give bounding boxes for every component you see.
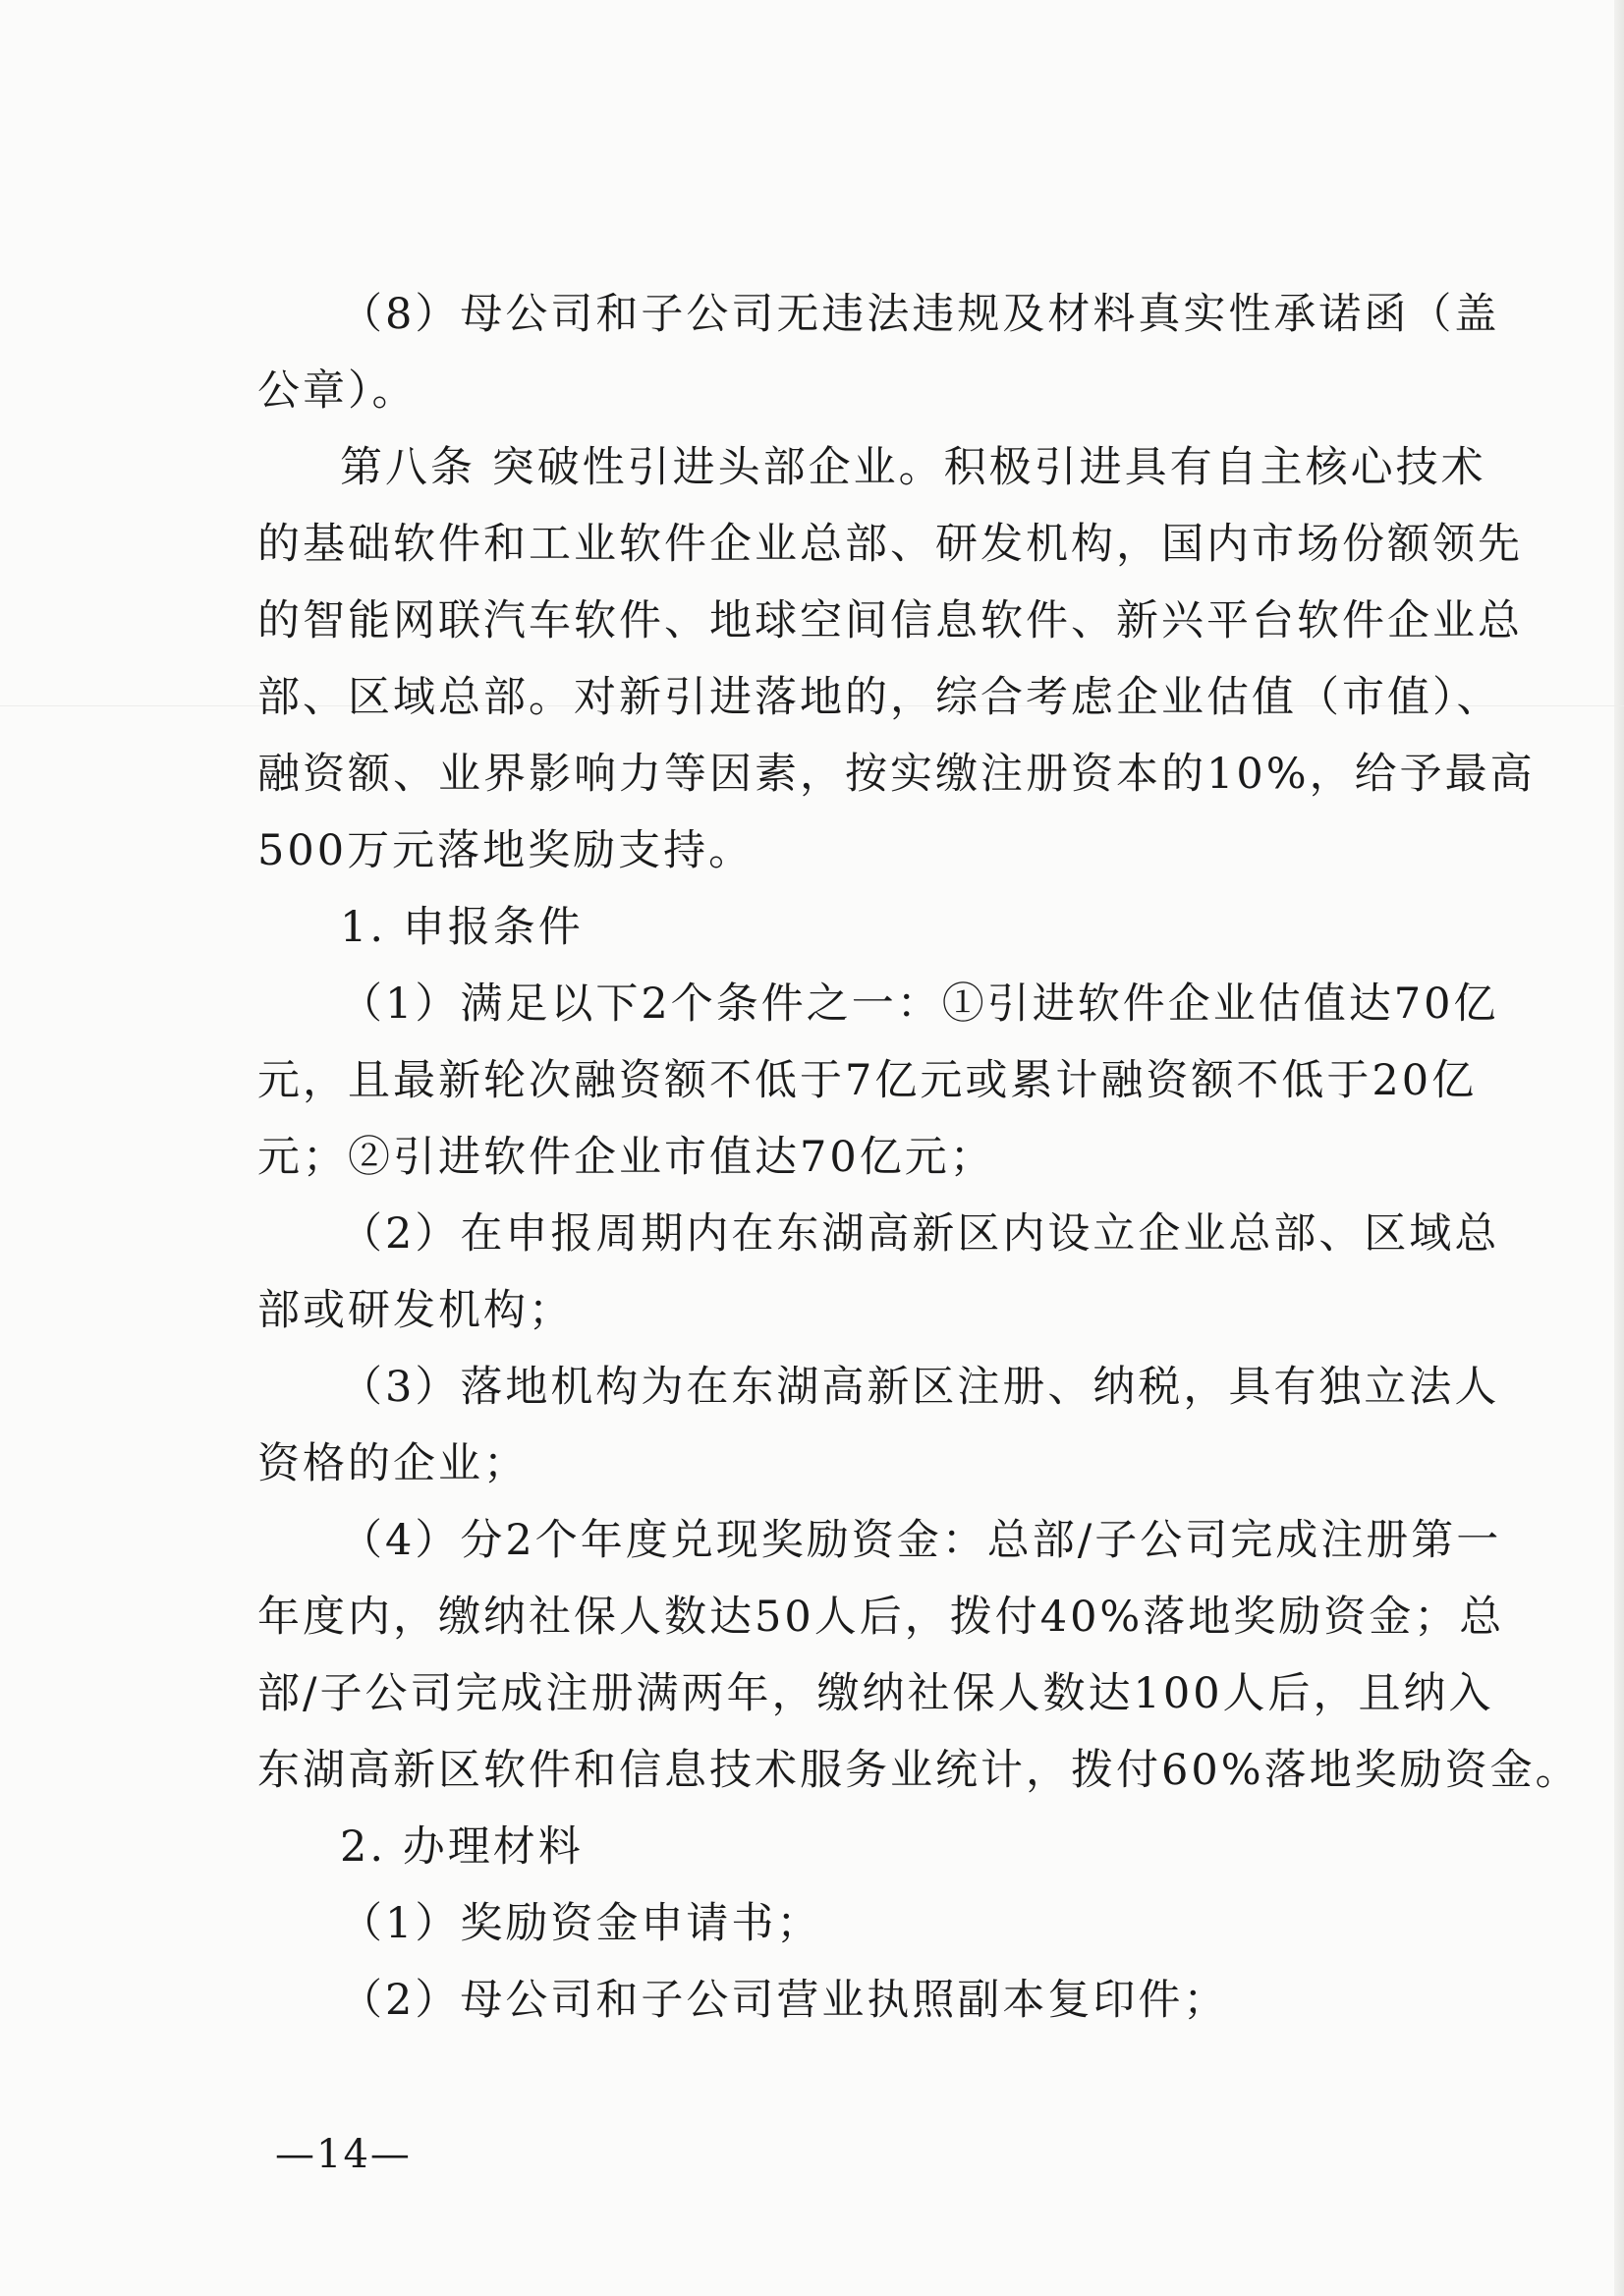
text-line-23: （2）母公司和子公司营业执照副本复印件； <box>340 1976 1229 2025</box>
text-line-5: 的智能网联汽车软件、地球空间信息软件、新兴平台软件企业总 <box>257 596 1523 645</box>
text-line-22: （1）奖励资金申请书； <box>340 1899 822 1948</box>
text-line-14: 部或研发机构； <box>257 1286 574 1335</box>
section-1-heading: 1. 申报条件 <box>340 903 584 952</box>
text-line-10: （1）满足以下2个条件之一：①引进软件企业估值达70亿 <box>340 980 1499 1029</box>
scan-edge <box>1614 0 1624 2296</box>
text-line-12: 元；②引进软件企业市值达70亿元； <box>257 1133 995 1182</box>
text-line-7: 融资额、业界影响力等因素，按实缴注册资本的10%，给予最高 <box>257 750 1536 799</box>
text-line-13: （2）在申报周期内在东湖高新区内设立企业总部、区域总 <box>340 1209 1500 1259</box>
text-line-18: 年度内，缴纳社保人数达50人后，拨付40%落地奖励资金；总 <box>257 1593 1505 1642</box>
text-line-16: 资格的企业； <box>257 1439 529 1488</box>
text-line-4: 的基础软件和工业软件企业总部、研发机构，国内市场份额领先 <box>257 520 1523 569</box>
text-line-20: 东湖高新区软件和信息技术服务业统计，拨付60%落地奖励资金。 <box>257 1746 1581 1795</box>
text-line-8: 500万元落地奖励支持。 <box>257 826 755 875</box>
text-line-19: 部/子公司完成注册满两年，缴纳社保人数达100人后，且纳入 <box>257 1669 1494 1718</box>
page-number: —14— <box>275 2132 412 2177</box>
text-line-2: 公章）。 <box>257 366 418 416</box>
text-line-17: （4）分2个年度兑现奖励资金：总部/子公司完成注册第一 <box>340 1516 1502 1565</box>
text-line-15: （3）落地机构为在东湖高新区注册、纳税，具有独立法人 <box>340 1363 1500 1412</box>
text-line-1: （8）母公司和子公司无违法违规及材料真实性承诺函（盖 <box>340 290 1500 339</box>
text-line-6: 部、区域总部。对新引进落地的，综合考虑企业估值（市值）、 <box>257 673 1502 722</box>
section-2-heading: 2. 办理材料 <box>340 1822 584 1872</box>
article-8-heading-line: 第八条 突破性引进头部企业。积极引进具有自主核心技术 <box>340 443 1486 492</box>
text-line-11: 元，且最新轮次融资额不低于7亿元或累计融资额不低于20亿 <box>257 1056 1478 1105</box>
